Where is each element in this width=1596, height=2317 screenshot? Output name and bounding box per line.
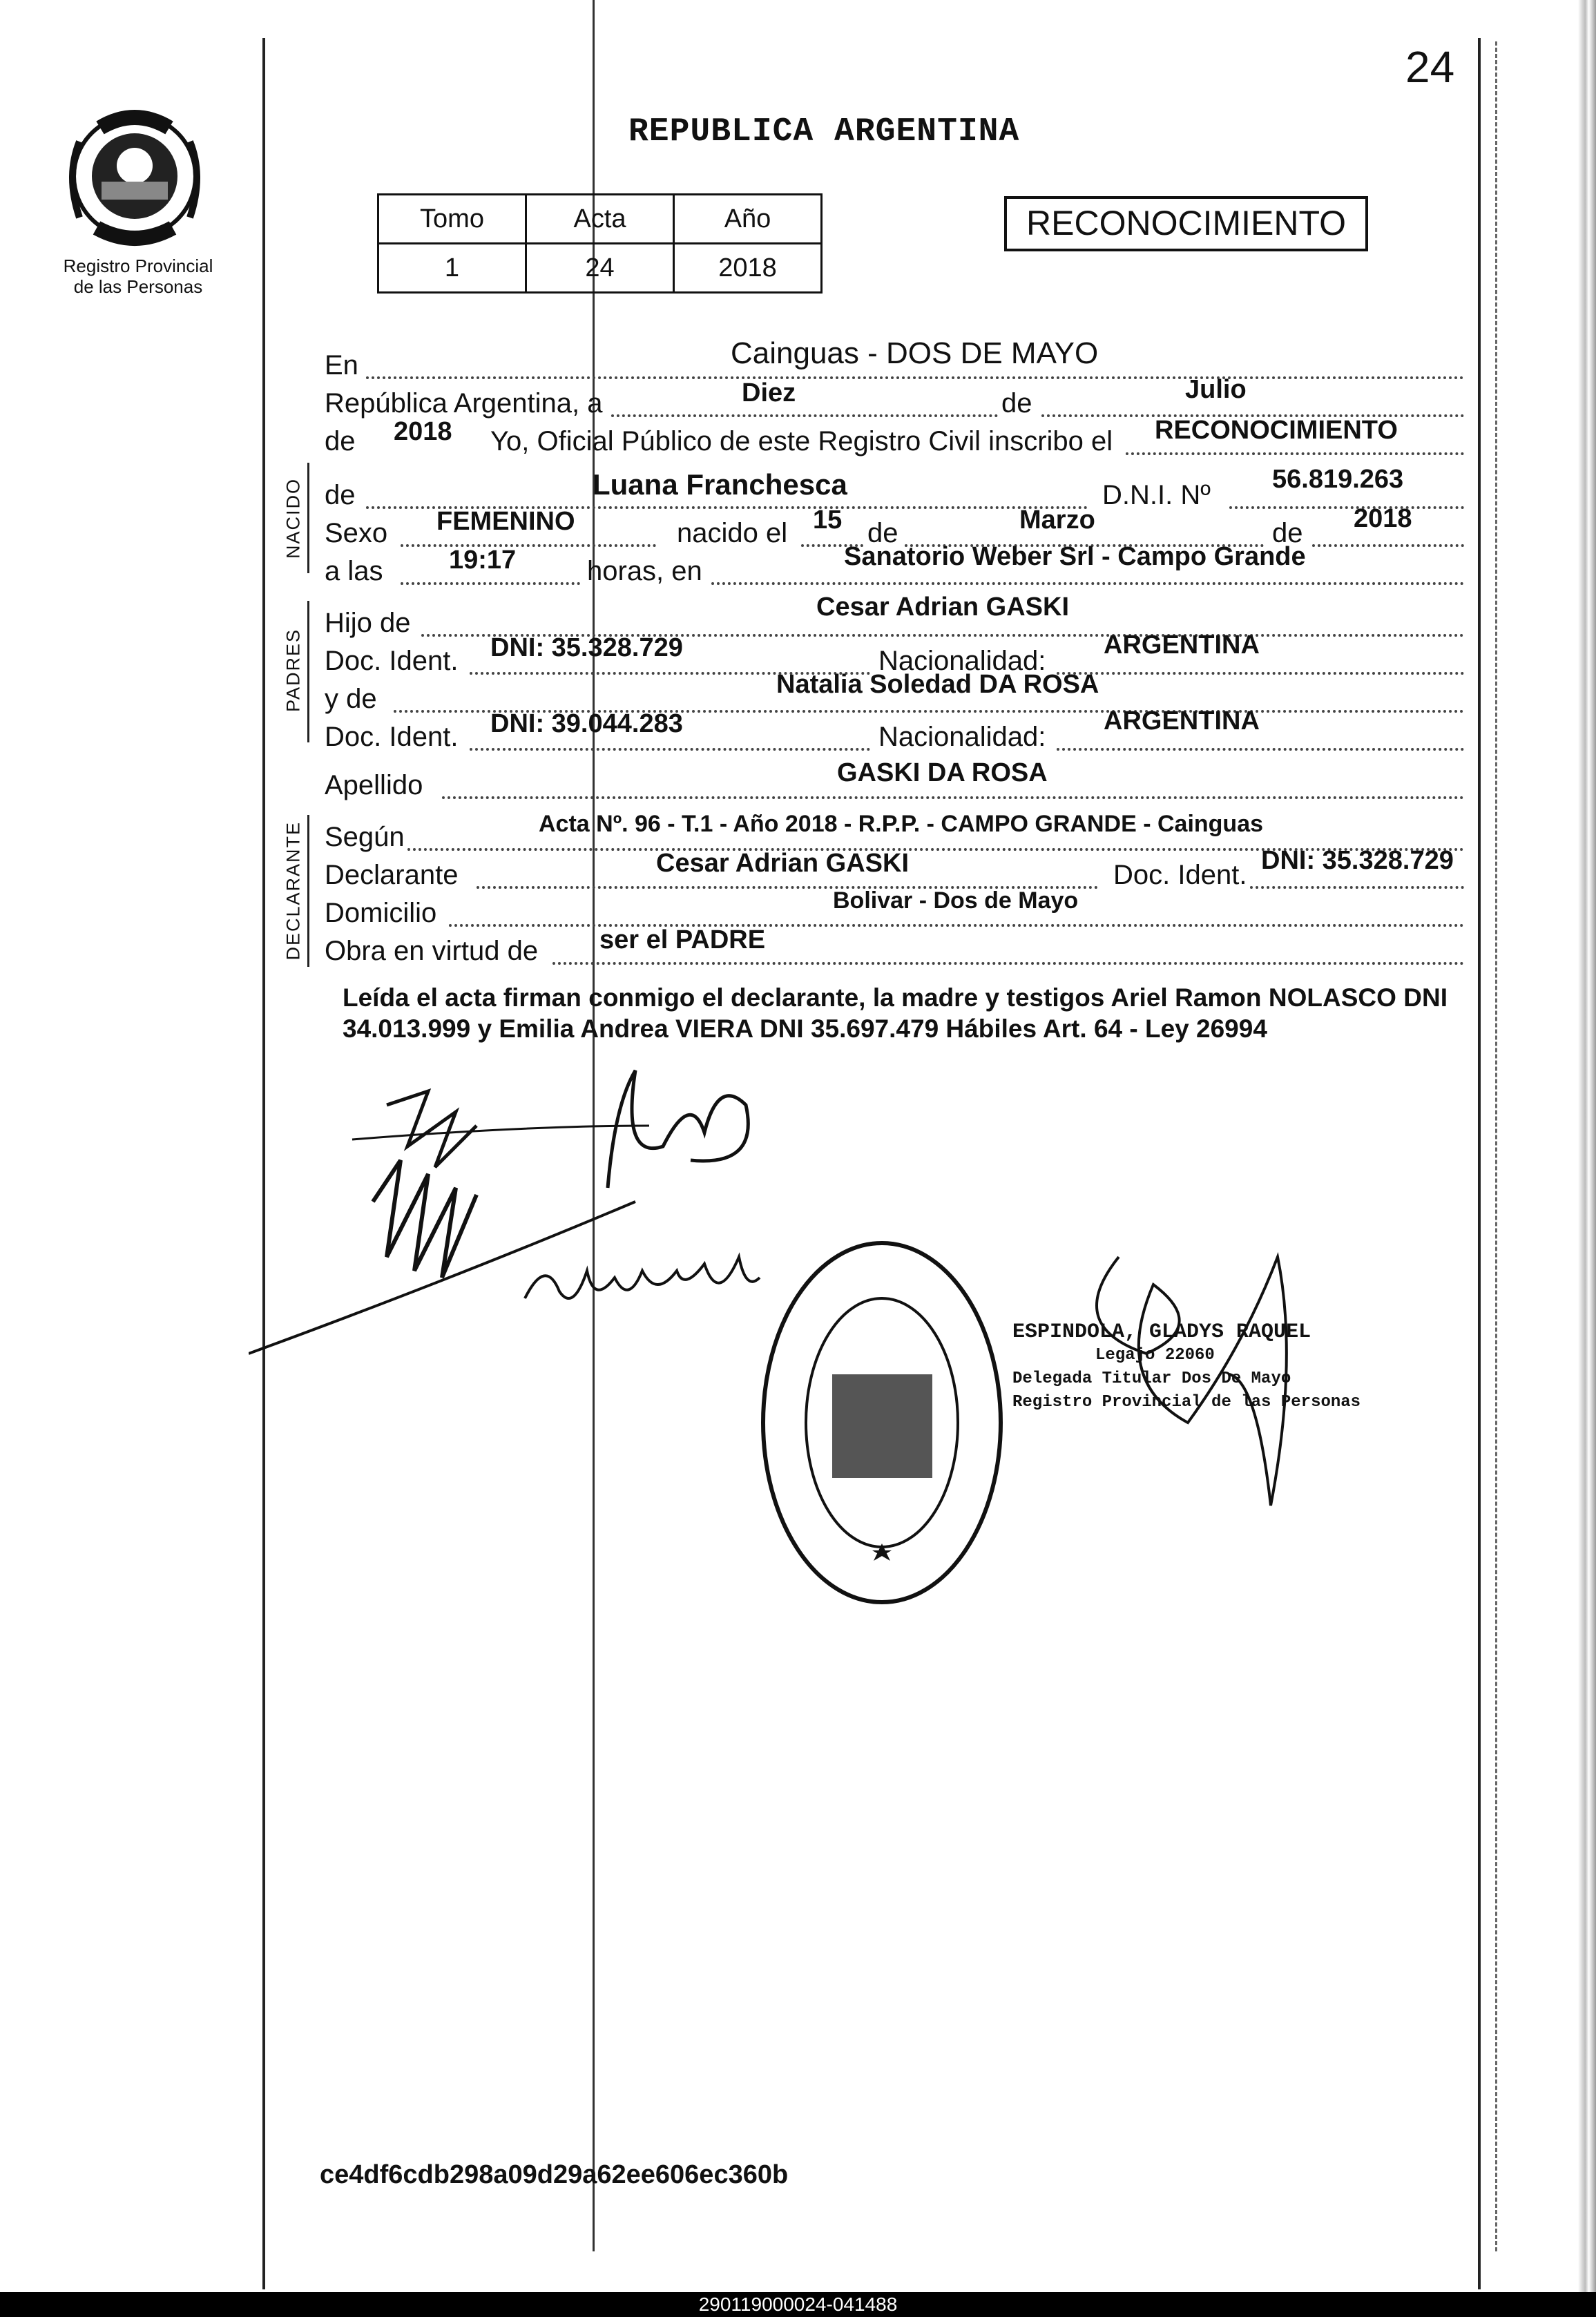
official-round-seal: [756, 1236, 1008, 1609]
side-label-declarante: DECLARANTE: [282, 820, 304, 961]
side-label-padres: PADRES: [282, 628, 304, 713]
official-stamp-legajo: Legajo 22060: [1095, 1346, 1215, 1365]
dotted-line: [1250, 886, 1464, 889]
dotted-line: [552, 962, 1464, 965]
value-padre-nac: ARGENTINA: [1104, 631, 1260, 660]
label-de-nombre: de: [325, 480, 356, 510]
label-apellido: Apellido: [325, 770, 423, 800]
value-nac-dia: 15: [813, 506, 843, 535]
scan-edge-mark: [1495, 41, 1497, 2251]
dotted-line: [366, 376, 1464, 379]
value-sexo: FEMENINO: [436, 507, 575, 536]
label-segun: Según: [325, 822, 405, 852]
table-header-acta: Acta: [526, 195, 674, 244]
dotted-line: [1057, 748, 1464, 751]
record-type-box: RECONOCIMIENTO: [1004, 196, 1368, 251]
dotted-line: [1312, 544, 1464, 547]
label-sexo: Sexo: [325, 518, 388, 548]
label-horas-en: horas, en: [587, 556, 702, 586]
dotted-line: [401, 582, 580, 585]
value-hora: 19:17: [449, 546, 517, 575]
dotted-line: [1229, 506, 1464, 509]
official-stamp-name: ESPINDOLA, GLADYS RAQUEL: [1012, 1320, 1311, 1344]
scan-edge-shadow: [1578, 0, 1596, 2292]
value-declarante: Cesar Adrian GASKI: [656, 849, 910, 878]
value-mes: Julio: [1185, 375, 1247, 404]
label-domicilio: Domicilio: [325, 898, 437, 928]
label-nacionalidad-1: Nacionalidad:: [878, 646, 1046, 676]
dotted-line: [401, 544, 656, 547]
value-dni: 56.819.263: [1272, 465, 1404, 494]
label-de-anio: de: [1272, 518, 1303, 548]
value-lugar-nac: Sanatorio Weber Srl - Campo Grande: [844, 542, 1306, 571]
signature-official: [1050, 1243, 1340, 1519]
value-madre-doc: DNI: 39.044.283: [490, 709, 683, 738]
right-margin-line: [1478, 38, 1481, 2289]
table-header-tomo: Tomo: [378, 195, 526, 244]
dotted-line: [611, 414, 998, 417]
logo-caption: Registro Provincial de las Personas: [63, 256, 213, 297]
dotted-line: [470, 748, 870, 751]
table-value-acta: 24: [526, 244, 674, 293]
dotted-line: [1126, 452, 1464, 455]
label-republica: República Argentina, a: [325, 388, 603, 419]
label-y-de: y de: [325, 684, 377, 714]
value-madre: Natalia Soledad DA ROSA: [776, 670, 1099, 699]
side-label-nacido: NACIDO: [282, 478, 304, 559]
value-padre-doc: DNI: 35.328.729: [490, 633, 683, 662]
label-de-mes: de: [1001, 388, 1032, 419]
value-segun: Acta Nº. 96 - T.1 - Año 2018 - R.P.P. - CAMPO GRANDE - Cainguas: [539, 811, 1264, 837]
value-nombre: Luana Franchesca: [593, 468, 847, 501]
dotted-line: [711, 582, 1464, 585]
value-padre: Cesar Adrian GASKI: [816, 593, 1070, 622]
label-en: En: [325, 350, 358, 381]
section-bracket-padres: [307, 601, 309, 742]
value-lugar: Cainguas - DOS DE MAYO: [731, 336, 1099, 370]
table-value-anio: 2018: [674, 244, 822, 293]
record-table: [377, 193, 823, 294]
page-number: 24: [1405, 42, 1455, 92]
province-seal-logo: [59, 100, 211, 252]
label-obra: Obra en virtud de: [325, 936, 539, 966]
value-apellido: GASKI DA ROSA: [837, 758, 1048, 787]
label-a-las: a las: [325, 556, 383, 586]
table-value-tomo: 1: [378, 244, 526, 293]
label-doc-ident-1: Doc. Ident.: [325, 646, 459, 676]
value-nac-mes: Marzo: [1019, 506, 1095, 535]
label-dni: D.N.I. Nº: [1102, 480, 1211, 510]
value-dia: Diez: [742, 378, 796, 407]
value-anio: 2018: [394, 417, 452, 446]
value-acto: RECONOCIMIENTO: [1155, 416, 1398, 445]
value-declarante-doc: DNI: 35.328.729: [1261, 846, 1454, 875]
closing-paragraph: Leída el acta firman conmigo el declarante, la madre y testigos Ariel Ramon NOLASCO DNI 34.013.999 y Emilia Andrea VIERA DNI 35.697.479 Hábiles Art. 64 - Ley 26994: [343, 983, 1448, 1043]
label-nacido-el: nacido el: [677, 518, 788, 548]
country-title: REPUBLICA ARGENTINA: [628, 113, 1020, 151]
label-doc-ident-2: Doc. Ident.: [325, 722, 459, 752]
label-declarante: Declarante: [325, 860, 459, 890]
signature-witness: [518, 1229, 767, 1326]
dotted-line: [442, 796, 1464, 799]
official-stamp-registry: Registro Provincial de las Personas: [1012, 1393, 1361, 1412]
label-nacionalidad-2: Nacionalidad:: [878, 722, 1046, 752]
label-hijo-de: Hijo de: [325, 608, 411, 638]
section-bracket-declarante: [307, 815, 309, 967]
label-de-year: de: [325, 426, 356, 456]
value-nac-anio: 2018: [1354, 504, 1412, 533]
label-yo-oficial: Yo, Oficial Público de este Registro Civil inscribo el: [490, 426, 1113, 456]
value-madre-nac: ARGENTINA: [1104, 706, 1260, 736]
value-domicilio: Bolivar - Dos de Mayo: [833, 887, 1079, 914]
table-header-anio: Año: [674, 195, 822, 244]
value-obra: ser el PADRE: [599, 925, 766, 954]
dotted-line: [1057, 672, 1464, 675]
label-doc-ident-decl: Doc. Ident.: [1113, 860, 1247, 890]
footer-id-bar: 290119000024-041488: [0, 2292, 1596, 2317]
official-stamp-role: Delegada Titular Dos De Mayo: [1012, 1369, 1291, 1388]
label-de-dia: de: [867, 518, 898, 548]
document-hash: ce4df6cdb298a09d29a62ee606ec360b: [320, 2160, 789, 2189]
section-bracket-nacido: [307, 463, 309, 573]
